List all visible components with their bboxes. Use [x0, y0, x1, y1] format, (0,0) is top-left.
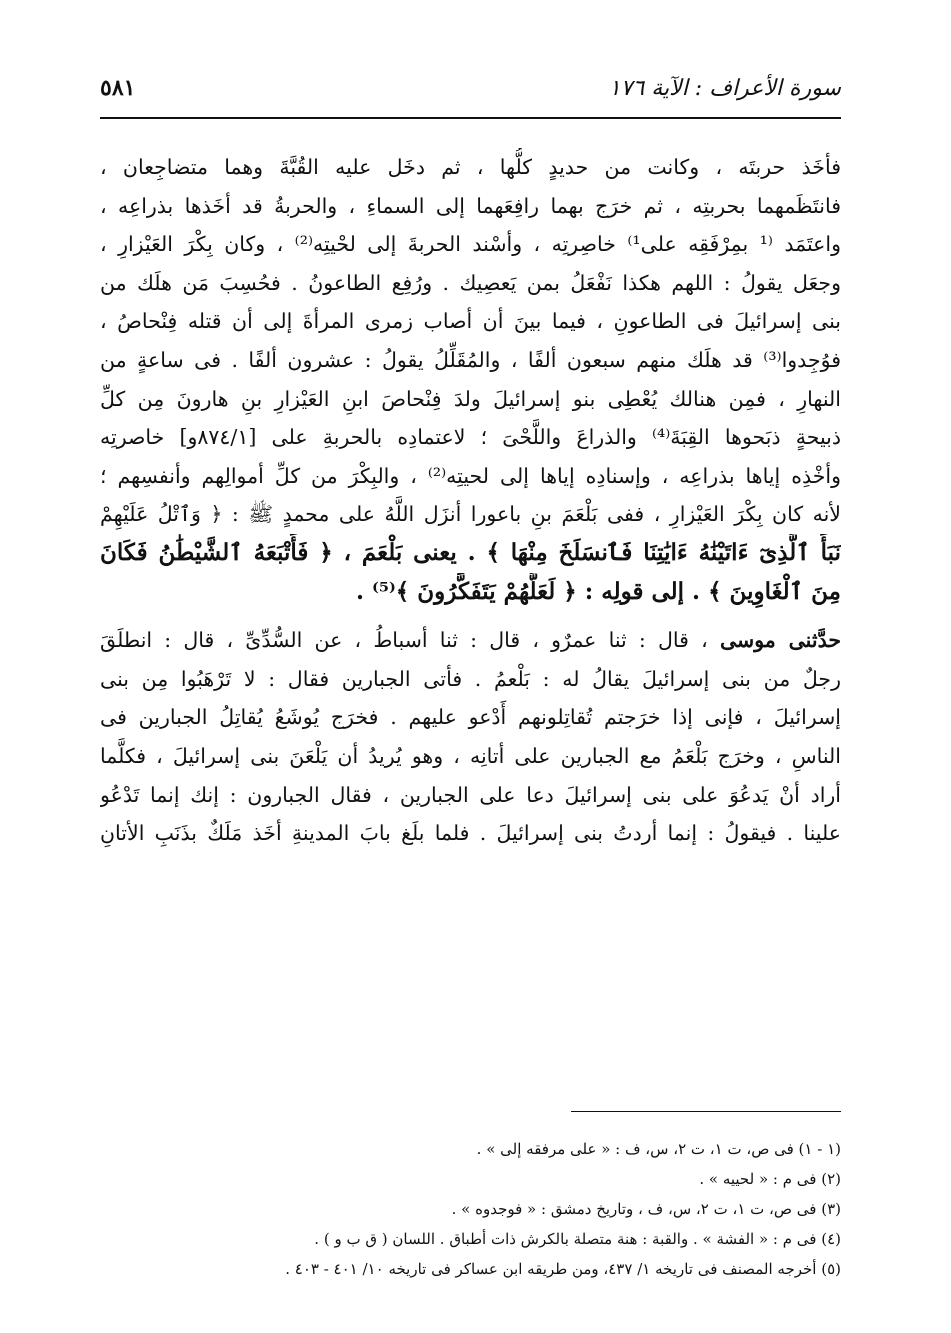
paragraph-gap: [100, 611, 841, 621]
text-line: النهارِ ، فمِن هنالك يُعْطِى بنو إسرائيلَ ولدَ فِنْحاصَ ابنِ العَيْزارِ بنِ هارونَ مِن كلِّ: [100, 386, 841, 411]
text-line: إسرائيلَ ، فإنى إذا خرَجتم تُقاتِلونهم أَدْعو عليهم . فخرَج يُوشَعُ يُقاتِلُ الجبارين فى: [100, 705, 841, 730]
text-line: فانتَظَمهما بحربتِه ، ثم خرَج بهما رافِعَهما إلى السماءِ ، والحربةُ قد أخَذها بذراعِه ،: [100, 193, 841, 218]
footnote: (٢) فى م : « لحييه » .: [699, 1170, 841, 1188]
footnotes: [100, 1134, 841, 1284]
narration-rest: ، قال : ثنا عمرٌو ، قال : ثنا أسباطُ ، عن السُّدِّىِّ ، قال : انطلَقَ: [100, 628, 720, 653]
quran-verse-line: نَبَأَ ٱلَّذِىٓ ءَاتَيْنَٰهُ ءَايَٰتِنَا فَٱنسَلَخَ مِنْهَا ﴾ . يعنى بَلْعَمَ ، ﴿ فَأَتْبَعَهُ ٱلشَّيْطَٰنُ فَكَانَ: [100, 538, 841, 566]
header-divider: [100, 117, 841, 119]
text-line: الناسِ ، وخرَج بَلْعَمُ مع الجبارين على أتانِه ، وهو يُريدُ أن يَلْعَنَ بنى إسرائيلَ ، فكلَّما: [100, 743, 841, 768]
narration-lead: حدَّثنى موسى: [719, 628, 841, 653]
text-line: [100, 621, 841, 660]
text-line: بنى إسرائيلَ فى الطاعونِ ، فيما بينَ أن أصاب زمرى المرأةَ إلى أن قتله فِنْحاصُ ،: [100, 309, 841, 334]
text-line: لأنه كان بِكْرَ العَيْزارِ ، ففى بَلْعَمَ بنِ باعورا أنزَل اللَّهُ على محمدٍ ﷺ : ﴿ وَٱتْلُ عَلَيْهِمْ: [100, 502, 841, 527]
footnote: (٥) أخرجه المصنف فى تاريخه ١/ ٤٣٧، ومن طريقه ابن عساكر فى تاريخه ١٠/ ٤٠١ - ٤٠٣ .: [285, 1260, 841, 1278]
text-line: فوُجِدوا⁽³⁾ قد هلَك منهم سبعون ألفًا ، والمُقَلِّلُ يقولُ : عشرون ألفًا . فى ساعةٍ من: [100, 347, 841, 372]
text-line: وأخْذِه إياها بذراعِه ، وإسنادِه إياها إلى لحيتِه⁽²⁾ ، والبِكْرَ من كلِّ أموالِهم وأنفسِهم ؛: [100, 463, 841, 488]
quran-verse-line: مِنَ ٱلْغَاوِينَ ﴾ . إلى قولِه : ﴿ لَعَلَّهُمْ يَتَفَكَّرُونَ ﴾⁽⁵⁾ .: [355, 577, 841, 605]
text-line: علينا . فيقولُ : إنما أردتُ بنى إسرائيلَ . فلما بلَغ بابَ المدينةِ أخَذ مَلَكٌ بذَنَبِ الأتانِ: [100, 821, 841, 846]
footnote: (١ - ١) فى ص، ت ١، ت ٢، س، ف : « على مرفقه إلى » .: [476, 1140, 841, 1158]
footnote-divider: [571, 1111, 841, 1112]
footnote: (٤) فى م : « الفشة » . والقبة : هنة متصلة بالكرش ذات أطباق . اللسان ( ق ب و ) .: [314, 1230, 841, 1248]
text-line: فأخَذ حربتَه ، وكانت من حديدٍ كلُّها ، ثم دخَل عليه القُبَّةَ وهما متضاجِعان ،: [100, 155, 841, 179]
text-line: رجلٌ من بنى إسرائيلَ يقالُ له : بَلْعمُ . فأتى الجبارين فقال : لا تَرْهَبُوا مِن بنى: [100, 666, 841, 691]
text-line: وجعَل يقولُ : اللهم هكذا نَفْعَلُ بمن يَعصِيك . ورُفِع الطاعونُ . فحُسِبَ مَن هلَك من: [100, 270, 841, 295]
main-text: [100, 148, 841, 853]
text-line: أراد أنْ يَدعُوَ على بنى إسرائيلَ دعا على الجبارين ، فقال الجبارون : إنك إنما تَدْعُو: [100, 782, 841, 807]
text-line: ذبيحةٍ ذبَحوها القِبَةَ⁽⁴⁾ والذراعَ واللَّحْىَ ؛ لاعتمادِه بالحربةِ على [٨٧٤/١و] خاصرتِه: [100, 425, 841, 450]
running-title: سورة الأعراف : الآية ١٧٦: [608, 75, 841, 101]
footnote: (٣) فى ص، ت ١، ت ٢، س، ف ، وتاريخ دمشق : « فوجدوه » .: [451, 1200, 841, 1218]
text-line: واعتَمَد ⁽¹ بمِرْفَقِه على¹⁾ خاصِرتِه ، وأسْند الحربةَ إلى لحْيتِه⁽²⁾ ، وكان بِكْرَ العَيْزارِ ،: [100, 232, 841, 257]
page-header: [100, 68, 841, 108]
page-number: ٥٨١: [100, 75, 136, 101]
